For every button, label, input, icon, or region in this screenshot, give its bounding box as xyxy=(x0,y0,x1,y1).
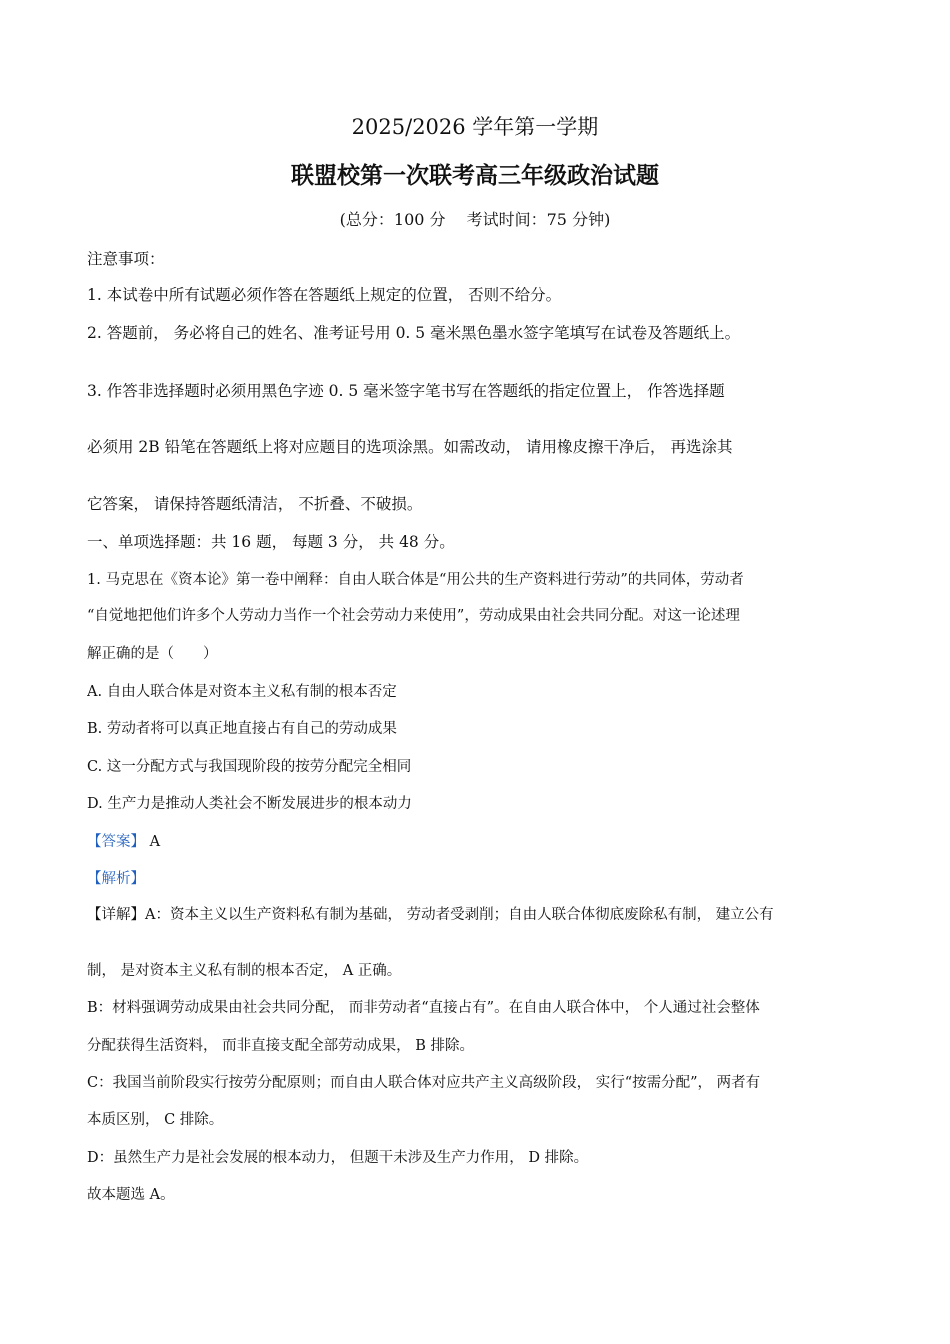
answer-line xyxy=(87,832,853,852)
notice-heading: 注意事项： xyxy=(87,250,165,268)
conclusion: 故本题选 A。 xyxy=(87,1187,175,1203)
question-1-option-c: C. 这一分配方式与我国现阶段的按劳分配完全相同 xyxy=(87,759,412,775)
notice-item-3-line-1: 3. 作答非选择题时必须用黑色字迹 0. 5 毫米签字笔书写在答题纸的指定位置上， 作答选择题 xyxy=(87,382,725,400)
notice-item-3-line-3: 它答案， 请保持答题纸清洁， 不折叠、不破损。 xyxy=(87,495,423,513)
notice-item-3-line-2: 必须用 2B 铅笔在答题纸上将对应题目的选项涂黑。如需改动， 请用橡皮擦干净后， 再选涂其 xyxy=(87,438,733,456)
detail-b-line-1: B：材料强调劳动成果由社会共同分配， 而非劳动者“直接占有”。在自由人联合体中， 个人通过社会整体 xyxy=(87,1000,760,1016)
detail-a-line-1: 【详解】A：资本主义以生产资料私有制为基础， 劳动者受剥削；自由人联合体彻底废除私有制， 建立公有 xyxy=(87,907,774,923)
term-title: 2025/2026 学年第一学期 xyxy=(351,115,599,139)
answer-tag: 【答案】 xyxy=(87,834,145,850)
question-1-option-a: A. 自由人联合体是对资本主义私有制的根本否定 xyxy=(87,684,397,700)
question-1-option-d: D. 生产力是推动人类社会不断发展进步的根本动力 xyxy=(87,796,412,812)
exam-title: 联盟校第一次联考高三年级政治试题 xyxy=(291,162,659,189)
detail-a-line-2: 制， 是对资本主义私有制的根本否定， A 正确。 xyxy=(87,963,402,979)
notice-item-1: 1. 本试卷中所有试题必须作答在答题纸上规定的位置， 否则不给分。 xyxy=(87,286,562,304)
detail-b-line-2: 分配获得生活资料， 而非直接支配全部劳动成果， B 排除。 xyxy=(87,1038,474,1054)
question-1-stem-line-2: “自觉地把他们许多个人劳动力当作一个社会劳动力来使用”，劳动成果由社会共同分配。对这一论述理 xyxy=(87,608,740,624)
question-1-stem-line-3: 解正确的是（ ） xyxy=(87,646,218,662)
answer-value: A xyxy=(149,834,161,850)
question-1-stem-line-1: 1. 马克思在《资本论》第一卷中阐释：自由人联合体是“用公共的生产资料进行劳动”的共同体，劳动者 xyxy=(87,572,744,588)
section-heading: 一、单项选择题：共 16 题， 每题 3 分， 共 48 分。 xyxy=(87,533,455,551)
detail-c-line-1: C：我国当前阶段实行按劳分配原则；而自由人联合体对应共产主义高级阶段， 实行“按需分配”， 两者有 xyxy=(87,1075,761,1091)
question-1-option-b: B. 劳动者将可以真正地直接占有自己的劳动成果 xyxy=(87,721,397,737)
detail-d: D：虽然生产力是社会发展的根本动力， 但题干未涉及生产力作用， D 排除。 xyxy=(87,1150,589,1166)
detail-c-line-2: 本质区别， C 排除。 xyxy=(87,1112,224,1128)
exam-meta: (总分：100 分 考试时间：75 分钟) xyxy=(339,210,611,229)
notice-item-2: 2. 答题前， 务必将自己的姓名、准考证号用 0. 5 毫米黑色墨水签字笔填写在试卷及答题纸上。 xyxy=(87,324,741,342)
analysis-tag: 【解析】 xyxy=(87,871,145,887)
